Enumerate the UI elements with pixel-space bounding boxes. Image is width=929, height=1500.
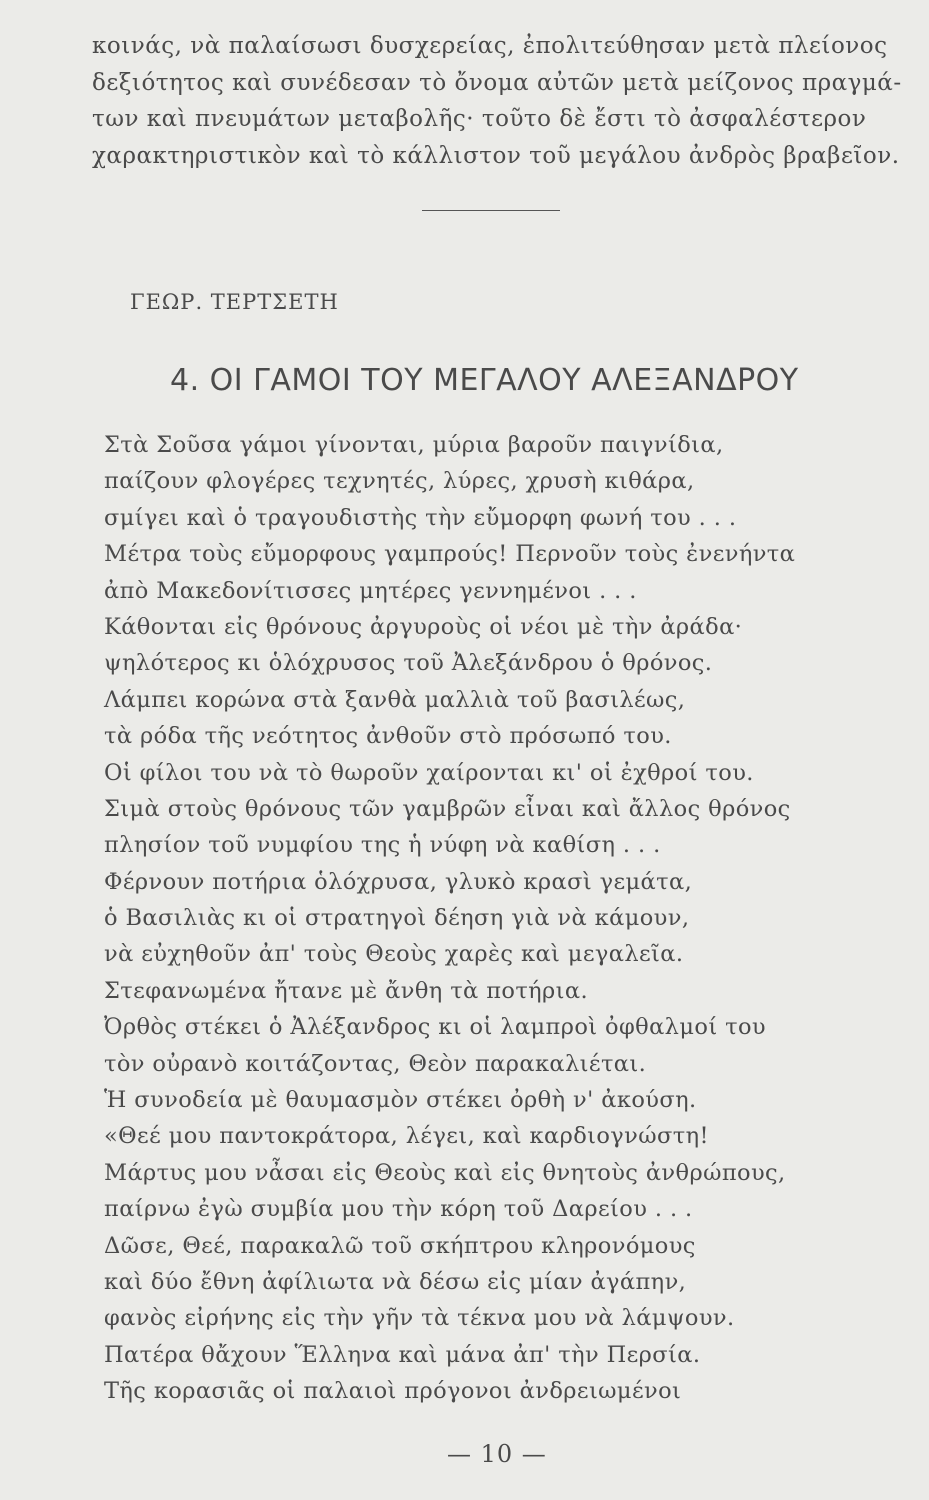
poem-line: παίρνω ἐγὼ συμβία μου τὴν κόρη τοῦ Δαρείου . . .	[104, 1196, 693, 1223]
poem-line: ὁ Βασιλιὰς κι οἱ στρατηγοὶ δέηση γιὰ νὰ κάμουν,	[104, 905, 690, 932]
poem-line: «Θεέ μου παντοκράτορα, λέγει, καὶ καρδιογνώστη!	[104, 1123, 709, 1150]
poem-title: 4. ΟΙ ΓΑΜΟΙ ΤΟΥ ΜΕΓΑΛΟΥ ΑΛΕΞΑΝΔΡΟΥ	[170, 363, 799, 398]
intro-paragraph	[92, 28, 902, 174]
poem-body	[104, 427, 894, 1410]
poem-line: ἀπὸ Μακεδονίτισσες μητέρες γεννημένοι . . .	[104, 577, 637, 604]
text-line: δεξιότητος καὶ συνέδεσαν τὸ ὄνομα αὐτῶν μετὰ μείζονος πραγμά-	[92, 69, 902, 96]
poem-line: Ὀρθὸς στέκει ὁ Ἀλέξανδρος κι οἱ λαμπροὶ ὀφθαλμοί του	[104, 1014, 766, 1041]
poem-line: ψηλότερος κι ὁλόχρυσος τοῦ Ἀλεξάνδρου ὁ θρόνος.	[104, 650, 713, 677]
poem-line: σμίγει καὶ ὁ τραγουδιστὴς τὴν εὔμορφη φωνή του . . .	[104, 504, 737, 531]
poem-line: Στὰ Σοῦσα γάμοι γίνονται, μύρια βαροῦν παιγνίδια,	[104, 432, 724, 458]
poem-line: Σιμὰ στοὺς θρόνους τῶν γαμβρῶν εἶναι καὶ ἄλλος θρόνος	[104, 795, 791, 822]
poem-line: Μάρτυς μου νἆσαι εἰς Θεοὺς καὶ εἰς θνητοὺς ἀνθρώπους,	[104, 1159, 786, 1186]
poem-line: Πατέρα θἄχουν Ἕλληνα καὶ μάνα ἀπ' τὴν Περσία.	[104, 1341, 701, 1368]
poem-line: Στεφανωμένα ἤτανε μὲ ἄνθη τὰ ποτήρια.	[104, 977, 589, 1004]
poem-line: Μέτρα τοὺς εὔμορφους γαμπρούς! Περνοῦν τοὺς ἐνενήντα	[104, 541, 796, 568]
poem-line: πλησίον τοῦ νυμφίου της ἡ νύφη νὰ καθίση . . .	[104, 832, 661, 859]
text-line: των καὶ πνευμάτων μεταβολῆς· τοῦτο δὲ ἔστι τὸ ἀσφαλέστερον	[92, 106, 867, 132]
poem-line: Δῶσε, Θεέ, παρακαλῶ τοῦ σκήπτρου κληρονόμους	[104, 1232, 696, 1259]
section-divider	[422, 210, 560, 211]
poem-line: Τῆς κορασιᾶς οἱ παλαιοὶ πρόγονοι ἀνδρειωμένοι	[104, 1378, 682, 1405]
text-line: κοινάς, νὰ παλαίσωσι δυσχερείας, ἐπολιτεύθησαν μετὰ πλείονος	[92, 33, 888, 59]
author-name: ΓΕΩΡ. ΤΕΡΤΣΕΤΗ	[130, 290, 339, 314]
poem-line: τὰ ρόδα τῆς νεότητος ἀνθοῦν στὸ πρόσωπό του.	[104, 723, 672, 750]
page-number: — 10 —	[447, 1440, 547, 1468]
poem-line: φανὸς εἰρήνης εἰς τὴν γῆν τὰ τέκνα μου νὰ λάμψουν.	[104, 1305, 735, 1332]
poem-line: Οἱ φίλοι του νὰ τὸ θωροῦν χαίρονται κι' οἱ ἐχθροί του.	[104, 759, 754, 786]
poem-line: Κάθονται εἰς θρόνους ἀργυροὺς οἱ νέοι μὲ τὴν ἀράδα·	[104, 613, 743, 640]
poem-line: καὶ δύο ἔθνη ἀφίλιωτα νὰ δέσω εἰς μίαν ἀγάπην,	[104, 1268, 687, 1295]
poem-line: παίζουν φλογέρες τεχνητές, λύρες, χρυσὴ κιθάρα,	[104, 468, 695, 495]
poem-line: νὰ εὐχηθοῦν ἀπ' τοὺς Θεοὺς χαρὲς καὶ μεγαλεῖα.	[104, 941, 684, 968]
text-line: χαρακτηριστικὸν καὶ τὸ κάλλιστον τοῦ μεγάλου ἀνδρὸς βραβεῖον.	[92, 142, 900, 169]
poem-line: Ἡ συνοδεία μὲ θαυμασμὸν στέκει ὀρθὴ ν' ἀκούση.	[104, 1087, 697, 1114]
poem-line: τὸν οὐρανὸ κοιτάζοντας, Θεὸν παρακαλιέται.	[104, 1050, 647, 1077]
poem-line: Φέρνουν ποτήρια ὁλόχρυσα, γλυκὸ κρασὶ γεμάτα,	[104, 868, 693, 895]
poem-line: Λάμπει κορώνα στὰ ξανθὰ μαλλιὰ τοῦ βασιλέως,	[104, 686, 686, 713]
